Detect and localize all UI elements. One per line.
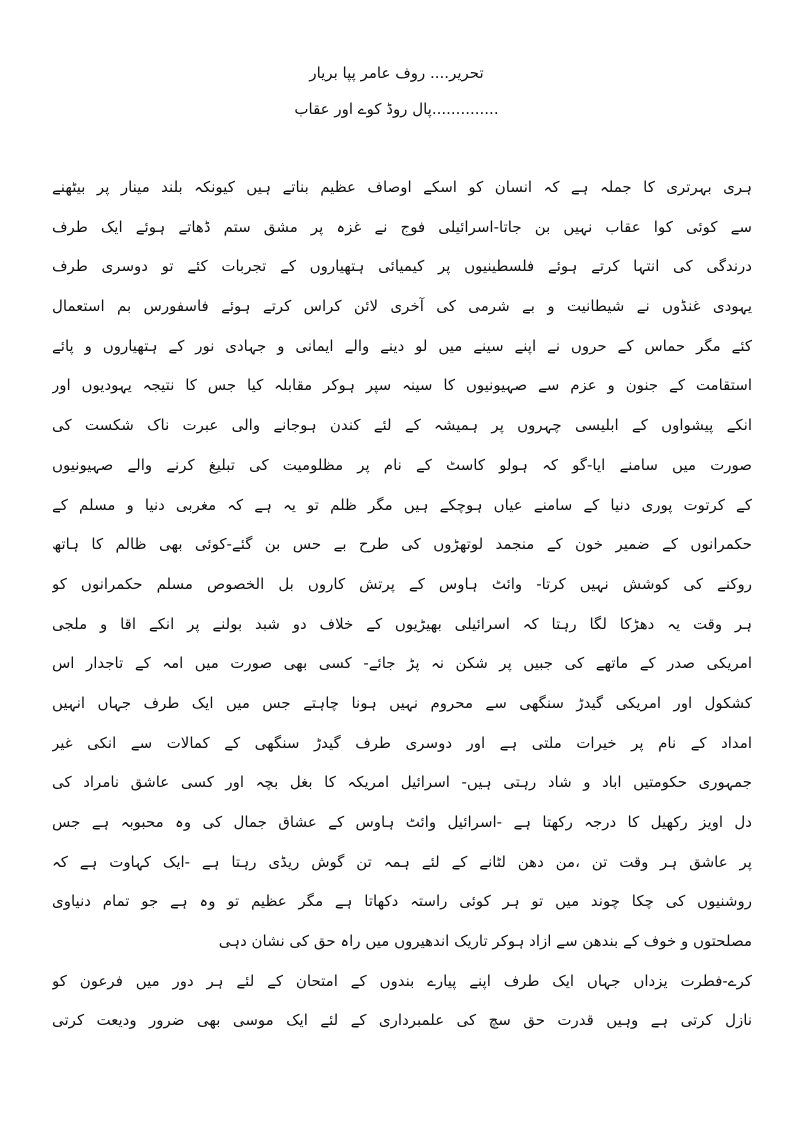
text-line: کشکول اور امریکی گیدڑ سنگھی سے محروم نہیں ہونا چاہتے جس میں ایک طرف جہاں انہیں — [52, 693, 752, 712]
text-line: استقامت کے جنون و عزم سے صہیونیوں کا سینہ سپر ہوکر مقابلہ کیا جس کا نتیجہ یہودیوں اور — [52, 376, 752, 395]
text-line: سے کوئی کوا عقاب نہیں بن جاتا-اسرائیلی فوج نے غزہ پر مشق ستم ڈھاتے ہوئے ایک طرف — [52, 217, 752, 236]
document-header — [0, 62, 793, 134]
author-line: تحریر.... روف عامر پپا بریار — [309, 64, 484, 82]
text-line: کرے-فطرت یزداں جہاں ایک طرف اپنے پیارے بندوں کے امتحان کے لئے ہر دور میں فرعون کو — [52, 971, 752, 990]
text-line: امریکی صدر کے ماتھے کی جبیں پر شکن نہ پڑ جائے- کسی بھی صورت میں امہ کے تاجدار اس — [52, 654, 752, 673]
text-line: روشنیوں کی چکا چوند میں تو ہر کوئی راستہ دکھاتا ہے مگر عظیم تو وہ ہے جو تمام دنیاوی — [52, 892, 752, 911]
text-line: دل اویز رکھیل کا درجہ رکھتا ہے -اسرائیل وائٹ ہاوس کے عشاق جمال کی وہ محبوبہ ہے جس — [52, 813, 752, 831]
title-line: ..............پال روڈ کوے اور عقاب — [294, 100, 499, 118]
text-line: کے کرتوت پوری دنیا کے سامنے عیاں ہوچکے ہیں مگر ظلم تو یہ ہے کہ مغربی دنیا و مسلم کے — [52, 495, 752, 514]
text-line: ہری بہرتری کا جملہ ہے کہ انسان کو اسکے اوصاف عظیم بناتے ہیں کیونکہ بلند مینار پر بیٹھنے — [52, 178, 752, 196]
text-line: ہر وقت یہ دھڑکا لگا رہتا کہ اسرائیلی بھیڑیوں کے خلاف دو شبد بولنے پر انکے اقا و ملجی — [52, 614, 752, 633]
text-line: یہودی غنڈوں نے شیطانیت و بے شرمی کی آخری لائن کراس کرتے ہوئے فاسفورس بم استعمال — [52, 297, 752, 316]
text-line: حکمرانوں کے ضمیر خون کے منجمد لوتھڑوں کی طرح بے حس بن گئے-کوئی بھی ظالم کا ہاتھ — [52, 535, 752, 554]
text-line: جمہوری حکومتیں اباد و شاد رہتی ہیں- اسرائیل امریکہ کا بغل بچہ اور کسی عاشق نامراد کی — [52, 773, 752, 792]
text-line: روکنے کی کوشش نہیں کرتا- وائٹ ہاوس کے پرتش کاروں بل الخصوص مسلم حکمرانوں کو — [52, 574, 752, 593]
article-body — [52, 168, 752, 1041]
text-line: پر عاشق ہر وقت تن ،من دھن لٹانے کے لئے ہمہ تن گوش ریڈی رہتا ہے -ایک کہاوت ہے کہ — [52, 852, 752, 871]
text-line: صورت میں سامنے ایا-گو کہ ہولو کاسٹ کے نام پر مظلومیت کی تبلیغ کرنے والے صہیونیوں — [52, 455, 752, 474]
text-line: نازل کرتی ہے وہیں قدرت حق سچ کی علمبرداری کے لئے ایک موسی بھی ضرور ودیعت کرتی — [52, 1011, 752, 1030]
text-line: کئے مگر حماس کے حروں نے اپنے سینے میں لو دینے والے ایمانی و جہادی نور کے ہتھیاروں و پائے — [52, 336, 752, 355]
text-line: امداد کے نام پر خیرات ملتی ہے اور دوسری طرف گیدڑ سنگھی کے کمالات سے انکی غیر — [52, 733, 752, 752]
text-line: مصلحتوں و خوف کے بندھن سے ازاد ہوکر تاریک اندھیروں میں راہ حق کی نشان دہی — [218, 932, 752, 951]
text-line: درندگی کی انتہا کرتے ہوئے فلسطینیوں پر کیمیائی ہتھیاروں کے تجربات کئے تو دوسری طرف — [52, 257, 752, 276]
text-line: انکے پیشواوں کے ابلیسی چہروں پر ہمیشہ کے لئے کندن ہوجانے والی عبرت ناک شکست کی — [52, 416, 752, 435]
